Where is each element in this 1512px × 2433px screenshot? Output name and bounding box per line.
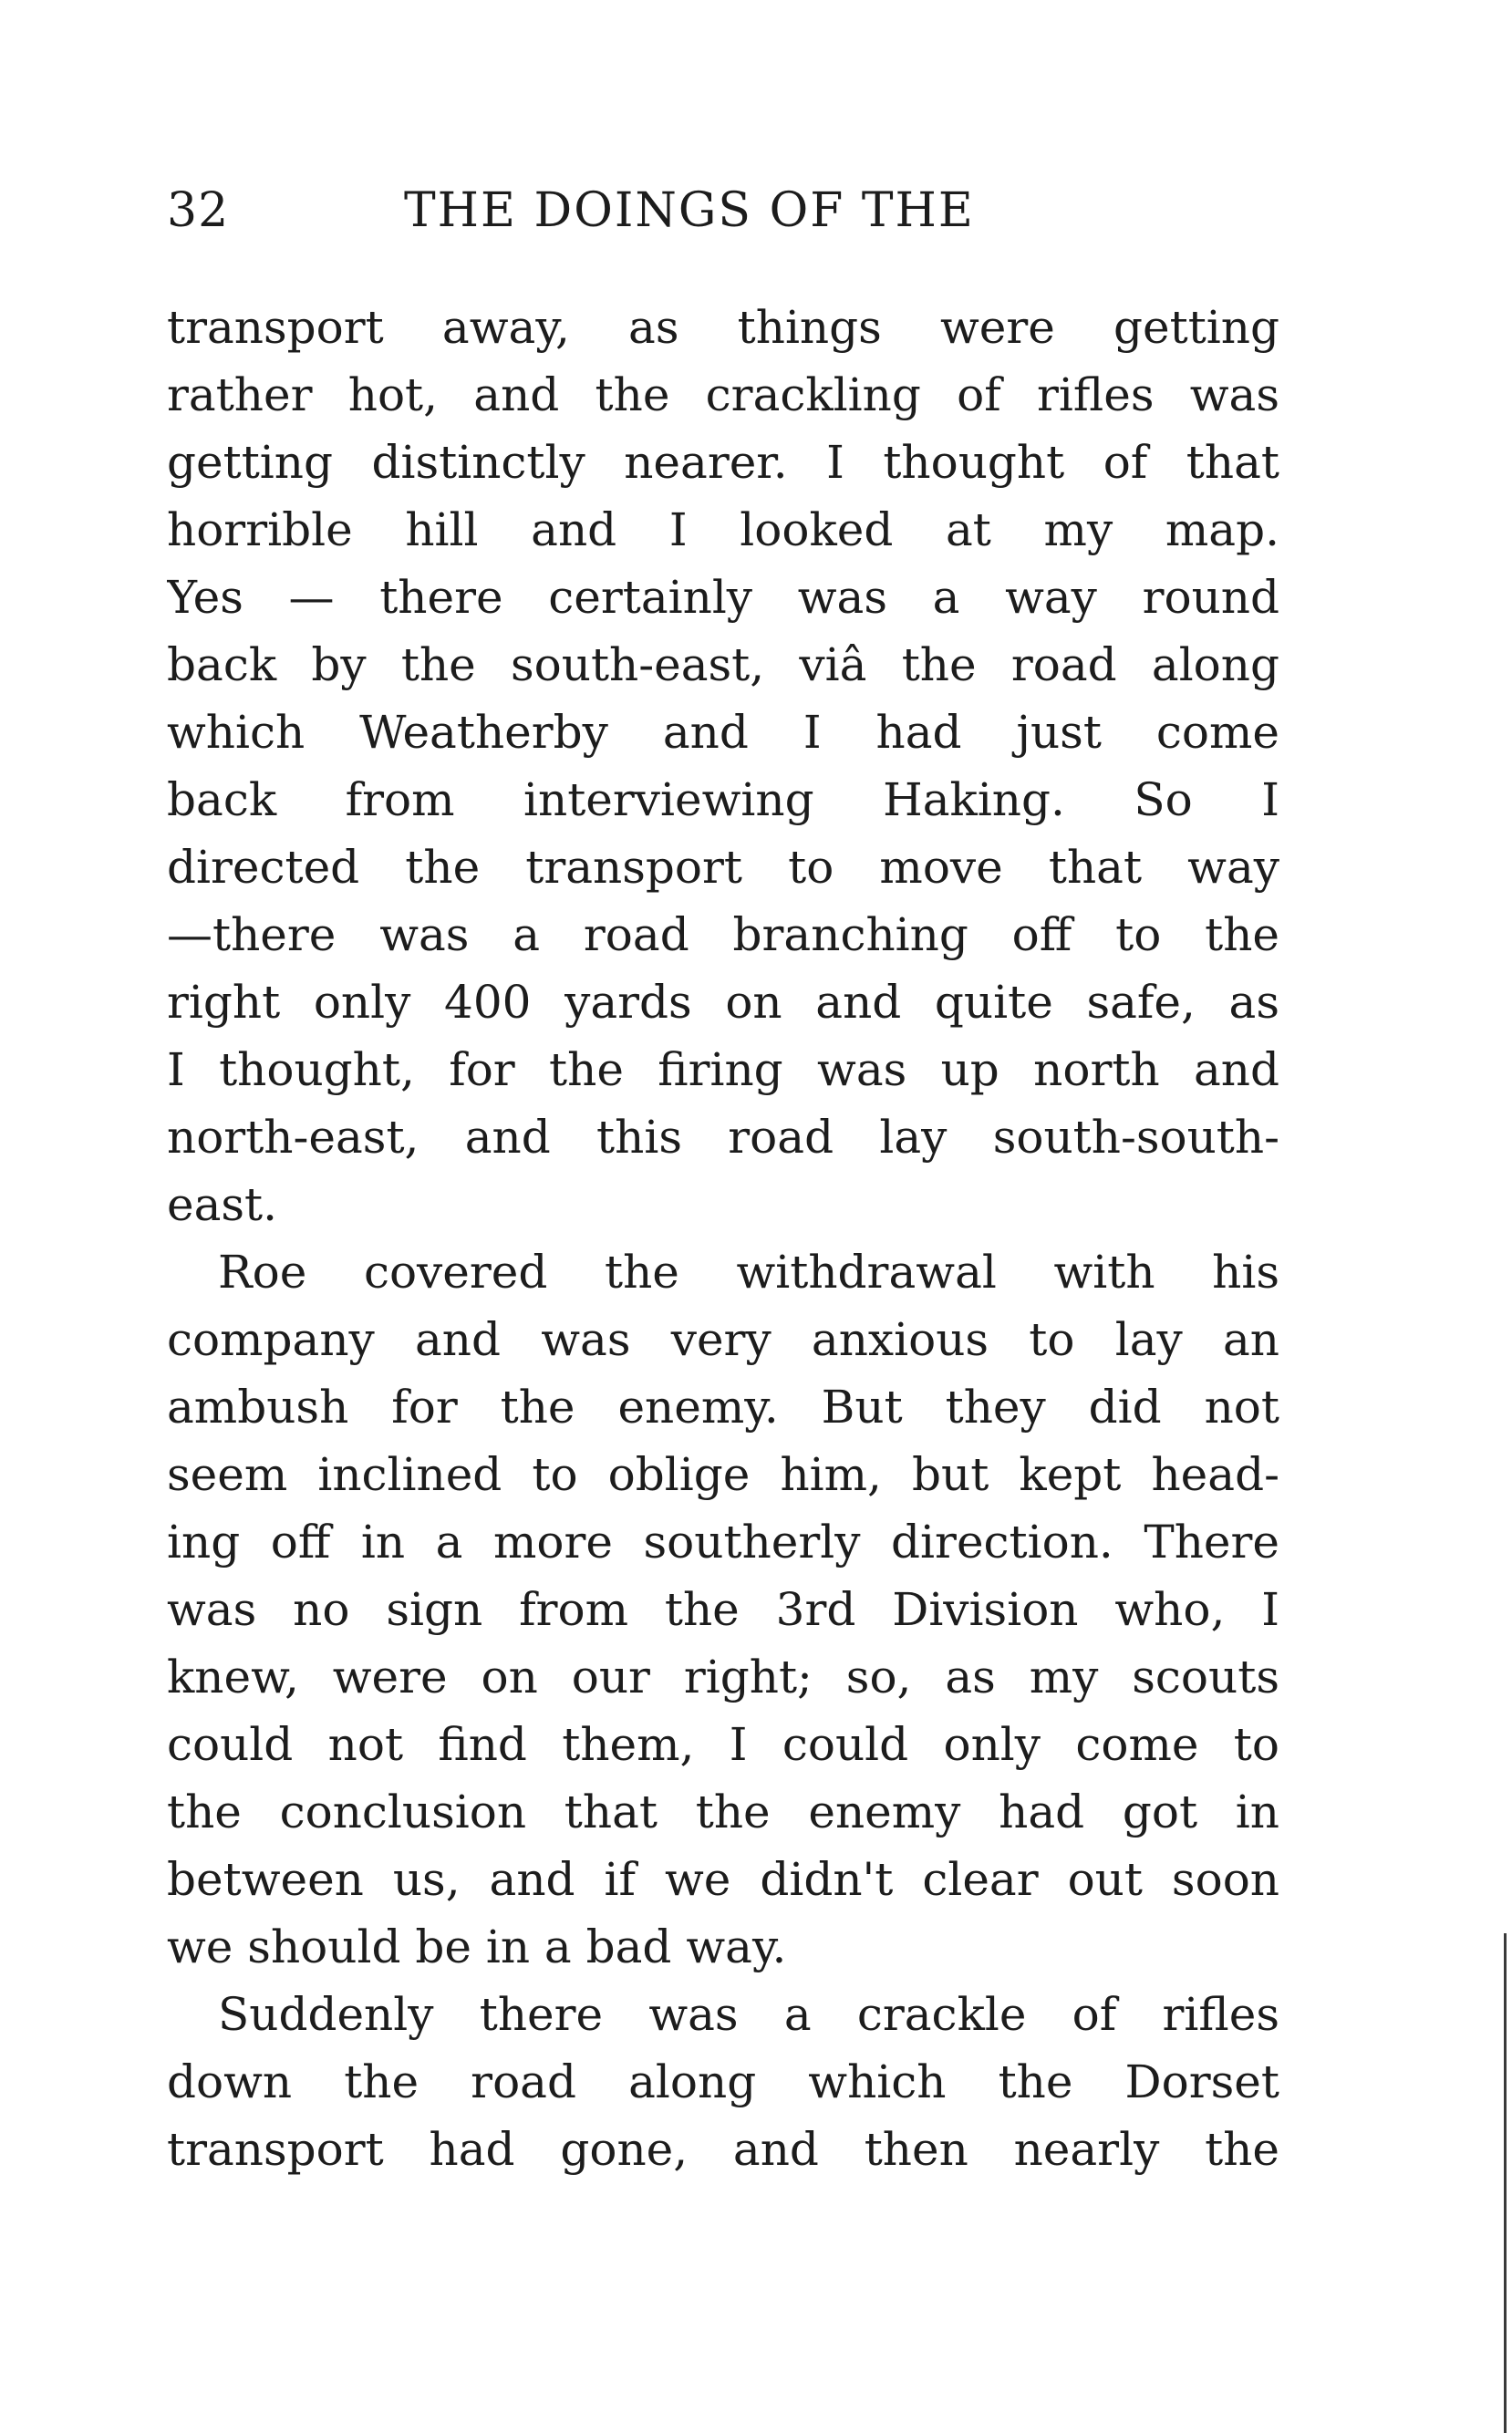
text-line: we should be in a bad way. [167, 1921, 787, 1973]
body-text [167, 294, 1279, 2183]
text-line: north-east, and this road lay south-south- [167, 1111, 1279, 1164]
text-line: seem inclined to oblige him, but kept head- [167, 1448, 1279, 1501]
text-line: the conclusion that the enemy had got in [167, 1786, 1279, 1838]
text-line: right only 400 yards on and quite safe, as [167, 976, 1279, 1029]
page-edge-rule [1504, 1933, 1507, 2433]
text-line: down the road along which the Dorset [167, 2055, 1279, 2108]
text-line: which Weatherby and I had just come [167, 706, 1279, 759]
text-line: between us, and if we didn't clear out soon [167, 1853, 1279, 1906]
text-line: I thought, for the firing was up north and [167, 1043, 1279, 1096]
text-line: —there was a road branching off to the [167, 908, 1279, 961]
text-line: could not find them, I could only come to [167, 1718, 1279, 1771]
text-line: horrible hill and I looked at my map. [167, 503, 1279, 556]
text-line: getting distinctly nearer. I thought of that [167, 436, 1279, 489]
text-line: rather hot, and the crackling of rifles was [167, 368, 1279, 421]
text-line: east. [167, 1178, 278, 1231]
text-line: Yes — there certainly was a way round [167, 571, 1279, 624]
paragraph-start-line: Roe covered the withdrawal with his [218, 1246, 1279, 1299]
text-line: ambush for the enemy. But they did not [167, 1381, 1279, 1434]
page-header [167, 179, 1279, 243]
text-line: back by the south-east, viâ the road along [167, 638, 1279, 691]
text-line: transport away, as things were getting [167, 301, 1279, 354]
page-number: 32 [167, 183, 230, 238]
text-line: company and was very anxious to lay an [167, 1313, 1279, 1366]
text-line: knew, were on our right; so, as my scouts [167, 1651, 1279, 1703]
text-line: back from interviewing Haking. So I [167, 773, 1279, 826]
running-title: THE DOINGS OF THE [404, 183, 975, 238]
paragraph-start-line: Suddenly there was a crackle of rifles [218, 1988, 1279, 2041]
text-line: was no sign from the 3rd Division who, I [167, 1583, 1279, 1636]
text-line: transport had gone, and then nearly the [167, 2123, 1279, 2176]
text-line: ing off in a more southerly direction. There [167, 1516, 1279, 1569]
text-line: directed the transport to move that way [167, 841, 1279, 894]
